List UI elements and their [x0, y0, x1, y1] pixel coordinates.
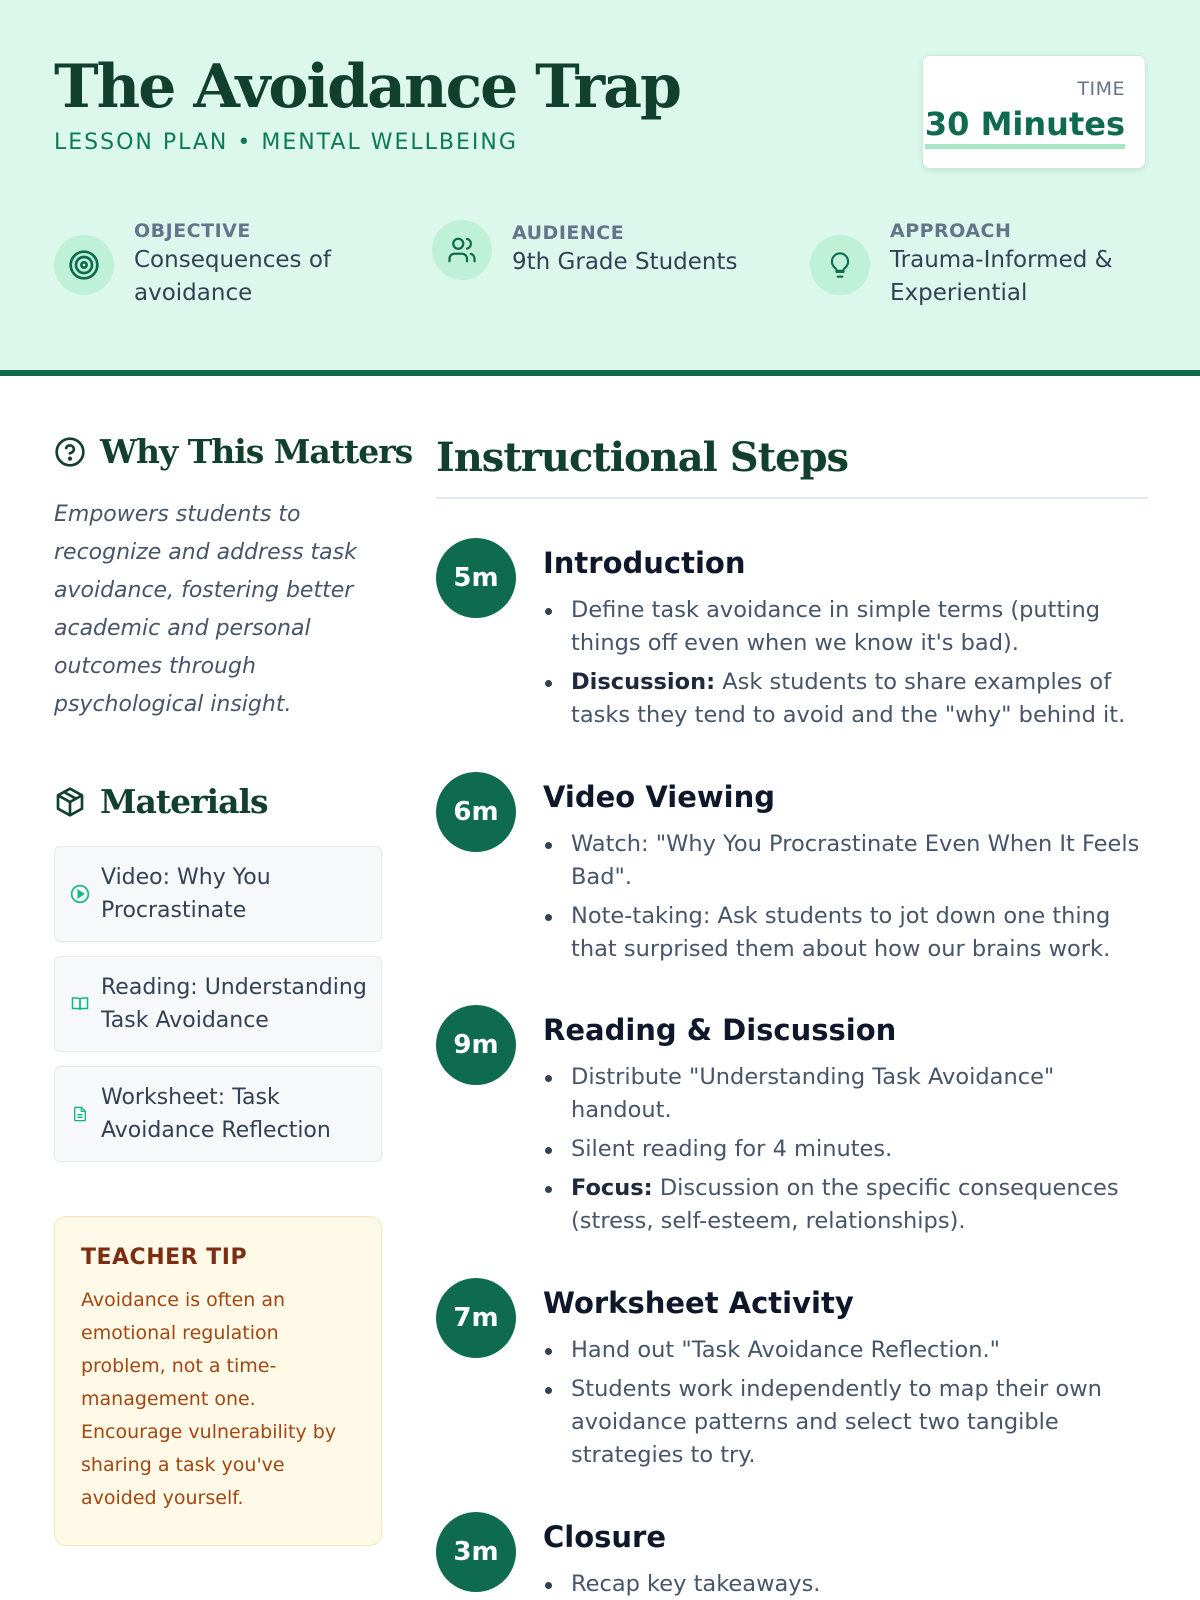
step-bullet: [543, 1373, 1148, 1472]
materials-title: Materials: [100, 782, 268, 821]
duration-badge: 6m: [436, 772, 516, 852]
bullet-text: Define task avoidance in simple terms (putting things off even when we know it's bad).: [571, 597, 1101, 656]
step-title: Worksheet Activity: [543, 1286, 854, 1320]
why-text: Empowers students to recognize and address task avoidance, fostering better academic and personal outcomes through psychological insight.: [54, 502, 357, 717]
step-bullet: [543, 1172, 1148, 1238]
meta-value: 9th Grade Students: [512, 248, 738, 275]
page-subtitle: LESSON PLAN • MENTAL WELLBEING: [54, 130, 518, 155]
duration-badge: 9m: [436, 1005, 516, 1085]
teacher-tip-text: Avoidance is often an emotional regulation problem, not a time-management one. Encourage vulnerability by sharing a task you've avoided yourself.: [81, 1289, 337, 1509]
duration-badge: 5m: [436, 538, 516, 618]
bullet-text: Recap key takeaways.: [571, 1571, 821, 1597]
step-bullets: [543, 594, 1148, 738]
step-bullet: [543, 1133, 1148, 1166]
step-bullet: [543, 594, 1148, 660]
bullet-text: Note-taking: Ask students to jot down one thing that surprised them about how our brains work.: [571, 903, 1111, 962]
step-bullet: [543, 1061, 1148, 1127]
meta-value: Consequences of avoidance: [134, 247, 332, 306]
target-icon: [54, 235, 114, 295]
meta-approach: [810, 220, 1130, 310]
bullet-text: Students work independently to map their own avoidance patterns and select two tangible strategies to try.: [571, 1376, 1102, 1468]
time-label: TIME: [1077, 78, 1125, 100]
step-bullet: [543, 666, 1148, 732]
book-open-icon: [69, 995, 91, 1013]
duration-badge: 3m: [436, 1512, 516, 1592]
teacher-tip-title: TEACHER TIP: [81, 1245, 248, 1270]
step-title: Introduction: [543, 546, 746, 580]
package-icon: [54, 786, 86, 818]
step-title: Reading & Discussion: [543, 1013, 897, 1047]
materials-heading: [54, 782, 268, 821]
lightbulb-icon: [810, 235, 870, 295]
material-item-reading[interactable]: [54, 956, 382, 1052]
steps-divider: [436, 497, 1148, 499]
why-title: Why This Matters: [100, 432, 413, 471]
step-bullet: [543, 900, 1148, 966]
file-text-icon: [69, 1105, 91, 1123]
step-bullets: [543, 1061, 1148, 1244]
material-label: Video: Why You Procrastinate: [101, 865, 271, 923]
bullet-text: Silent reading for 4 minutes.: [571, 1136, 893, 1162]
step-title: Video Viewing: [543, 780, 775, 814]
step-bullet: [543, 1334, 1148, 1367]
bullet-text: Ask students to share examples of tasks they tend to avoid and the "why" behind it.: [571, 669, 1126, 728]
duration-badge: 7m: [436, 1278, 516, 1358]
bullet-text: Distribute "Understanding Task Avoidance" handout.: [571, 1064, 1055, 1123]
lesson-header: [0, 0, 1200, 376]
meta-label: OBJECTIVE: [134, 220, 251, 242]
time-card: [922, 55, 1146, 169]
meta-objective: [54, 220, 344, 310]
step-bullet: [543, 828, 1148, 894]
step-title: Closure: [543, 1520, 667, 1554]
bullet-lead: Discussion:: [571, 669, 716, 695]
page-title: The Avoidance Trap: [54, 52, 680, 122]
meta-label: AUDIENCE: [512, 221, 625, 244]
why-heading: [54, 432, 412, 471]
step-bullet: [543, 1568, 1148, 1600]
teacher-tip: [54, 1216, 382, 1546]
material-label: Worksheet: Task Avoidance Reflection: [101, 1085, 331, 1143]
meta-audience: [432, 220, 752, 280]
meta-label: APPROACH: [890, 220, 1012, 242]
meta-value: Trauma-Informed & Experiential: [890, 247, 1113, 306]
users-icon: [432, 220, 492, 280]
play-circle-icon: [69, 884, 91, 904]
bullet-text: Watch: "Why You Procrastinate Even When It Feels Bad".: [571, 831, 1140, 890]
steps-title: Instructional Steps: [436, 434, 849, 481]
bullet-text: Hand out "Task Avoidance Reflection.": [571, 1337, 1001, 1363]
material-label: Reading: Understanding Task Avoidance: [101, 975, 367, 1033]
step-bullets: [543, 1568, 1148, 1600]
bullet-lead: Focus:: [571, 1175, 653, 1201]
time-value: 30 Minutes: [925, 104, 1125, 149]
bullet-text: Discussion on the specific consequences (stress, self-esteem, relationships).: [571, 1175, 1119, 1234]
help-circle-icon: [54, 436, 86, 468]
step-bullets: [543, 828, 1148, 972]
material-item-worksheet[interactable]: [54, 1066, 382, 1162]
material-item-video[interactable]: [54, 846, 382, 942]
step-bullets: [543, 1334, 1148, 1478]
